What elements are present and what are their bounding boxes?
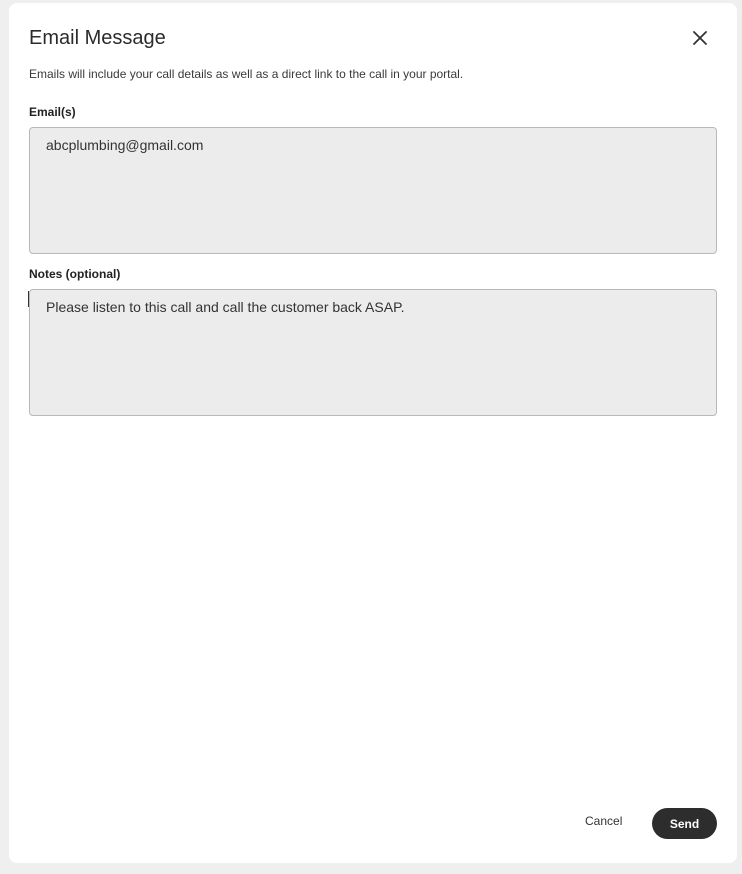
close-button[interactable]	[689, 27, 711, 49]
close-icon	[693, 31, 707, 45]
emails-label: Email(s)	[29, 105, 76, 119]
email-message-dialog	[9, 3, 737, 863]
emails-field[interactable]: abcplumbing@gmail.com	[29, 127, 717, 254]
send-button[interactable]: Send	[652, 808, 717, 839]
dialog-title: Email Message	[29, 27, 166, 49]
dialog-subtitle: Emails will include your call details as well as a direct link to the call in your portal.	[29, 67, 464, 81]
notes-label: Notes (optional)	[29, 267, 121, 281]
cancel-button[interactable]: Cancel	[585, 814, 623, 828]
notes-field[interactable]: Please listen to this call and call the customer back ASAP.	[29, 289, 717, 416]
